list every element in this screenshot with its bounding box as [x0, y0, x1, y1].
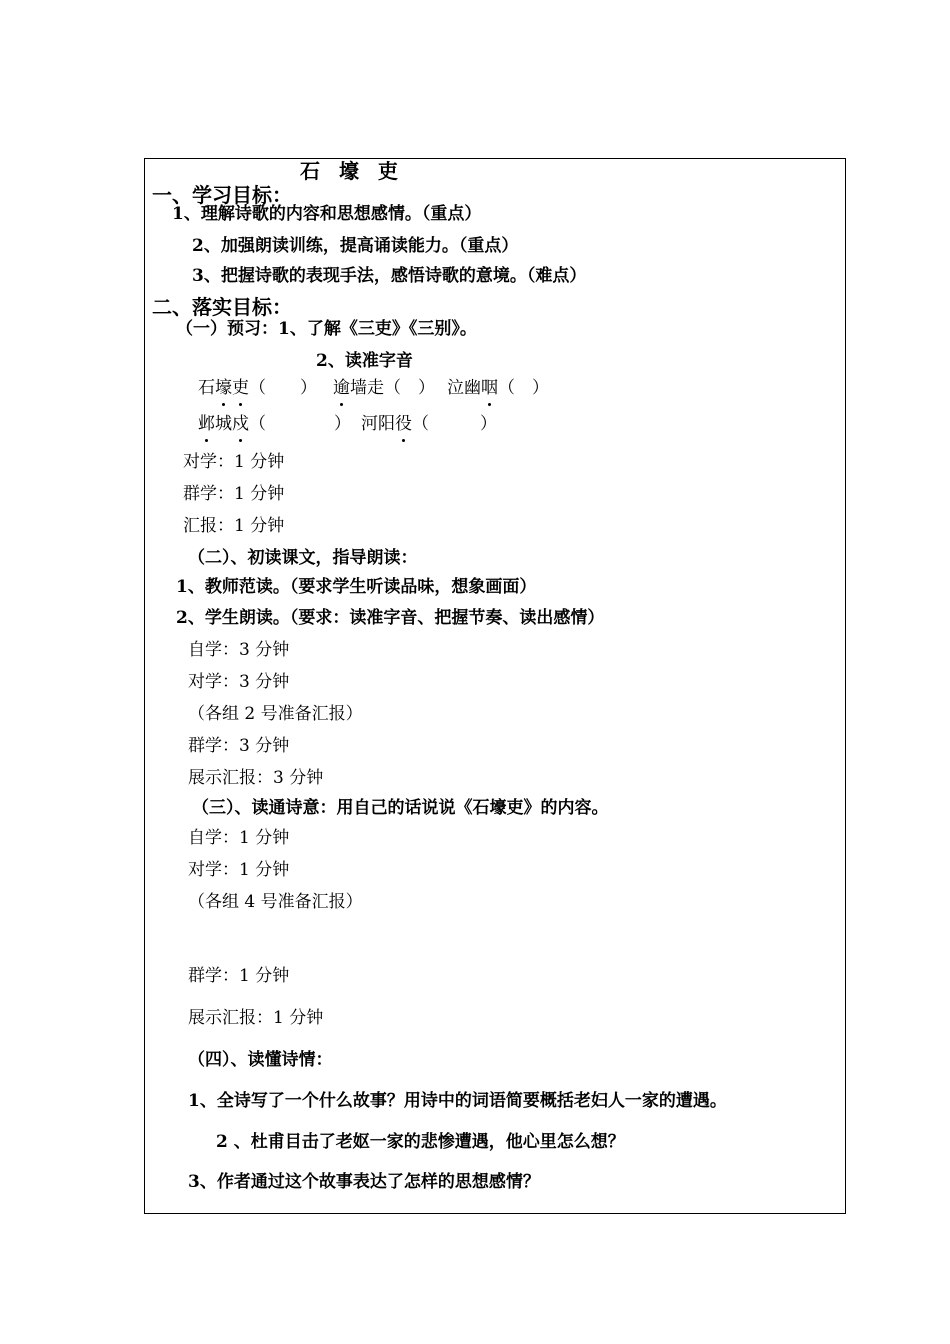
word-char: 城	[215, 414, 232, 434]
time-group-study: 群学：1 分钟	[188, 966, 290, 986]
goal-item-1: 1、理解诗歌的内容和思想感情。（重点）	[172, 204, 482, 224]
part2-heading: （二）、初读课文，指导朗读：	[188, 548, 418, 568]
time-pair-study: 对学：1 分钟	[188, 860, 290, 880]
dotted-char: 咽	[481, 378, 498, 398]
part3-heading: （三）、读通诗意：用自己的话说说《石壕吏》的内容。	[192, 798, 609, 818]
time-pair-study: 对学：1 分钟	[183, 452, 285, 472]
part4-question-3: 3、作者通过这个故事表达了怎样的思想感情？	[188, 1172, 540, 1192]
time-report: 汇报：1 分钟	[183, 516, 285, 536]
goal-item-3: 3、把握诗歌的表现手法，感悟诗歌的意境。（难点）	[192, 266, 587, 286]
dotted-char: 戍	[232, 414, 249, 434]
page-title: 石 壕 吏	[300, 159, 404, 183]
word-char: 河阳	[361, 414, 395, 434]
blank-paren: （ ）	[249, 414, 351, 434]
word-char: 泣幽	[447, 378, 481, 398]
time-self-study: 自学：3 分钟	[188, 640, 290, 660]
section2-heading: 二、落实目标：	[152, 295, 292, 319]
dotted-char: 壕	[215, 378, 232, 398]
dotted-char: 邺	[198, 414, 215, 434]
blank-paren: （ ）	[384, 378, 435, 398]
dotted-char: 逾	[333, 378, 350, 398]
time-presentation: 展示汇报：1 分钟	[188, 1008, 324, 1028]
part4-question-1: 1、全诗写了一个什么故事？用诗中的词语简要概括老妇人一家的遭遇。	[188, 1091, 727, 1111]
pronunciation-row-2	[198, 413, 497, 435]
preview-line: （一）预习：1、了解《三吏》《三别》。	[176, 319, 477, 339]
pronounce-title: 2、读准字音	[316, 351, 413, 371]
pronunciation-row-1	[198, 377, 549, 399]
time-group-study: 群学：3 分钟	[188, 736, 290, 756]
group-report-note: （各组 2 号准备汇报）	[188, 704, 363, 724]
time-presentation: 展示汇报：3 分钟	[188, 768, 324, 788]
blank-paren: （ ）	[412, 414, 497, 434]
time-self-study: 自学：1 分钟	[188, 828, 290, 848]
word-char: 墙走	[350, 378, 384, 398]
time-pair-study: 对学：3 分钟	[188, 672, 290, 692]
group-report-note: （各组 4 号准备汇报）	[188, 892, 363, 912]
section1-heading: 一、学习目标：	[152, 183, 292, 207]
word-char: 石	[198, 378, 215, 398]
dotted-char: 吏	[232, 378, 249, 398]
blank-paren: （ ）	[249, 378, 317, 398]
time-group-study: 群学：1 分钟	[183, 484, 285, 504]
part2-item-2: 2、学生朗读。（要求：读准字音、把握节奏、读出感情）	[176, 608, 605, 628]
dotted-char: 役	[395, 414, 412, 434]
goal-item-2: 2、加强朗读训练，提高诵读能力。（重点）	[192, 236, 519, 256]
part4-heading: （四）、读懂诗情：	[188, 1050, 333, 1070]
part2-item-1: 1、教师范读。（要求学生听读品味，想象画面）	[176, 577, 537, 597]
part4-question-2: 2 、杜甫目击了老妪一家的悲惨遭遇，他心里怎么想？	[216, 1132, 625, 1152]
blank-paren: （ ）	[498, 378, 549, 398]
